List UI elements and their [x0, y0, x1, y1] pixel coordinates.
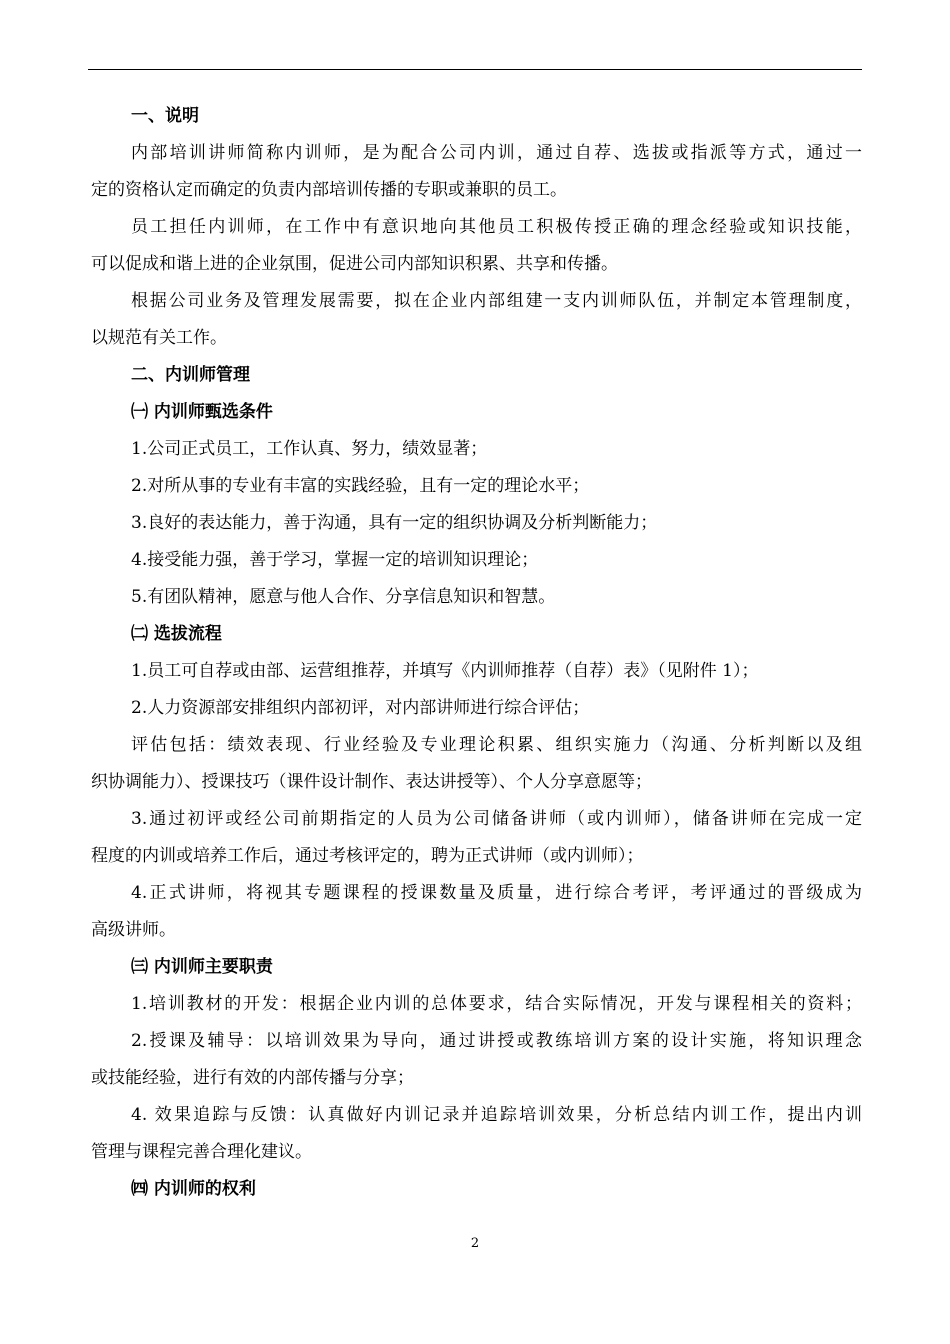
- section-heading: ㈡ 选拔流程: [131, 624, 222, 644]
- paragraph-continuation-line: 程度的内训或培养工作后，通过考核评定的，聘为正式讲师（或内训师）；: [91, 846, 644, 866]
- paragraph-continuation-line: 可以促成和谐上进的企业氛围，促进公司内部知识积累、共享和传播。: [91, 254, 618, 274]
- paragraph-continuation-line: 高级讲师。: [91, 920, 176, 940]
- paragraph-continuation-line: 定的资格认定而确定的负责内部培训传播的专职或兼职的员工。: [91, 180, 567, 200]
- paragraph-line: 根据公司业务及管理发展需要，拟在企业内部组建一支内训师队伍，并制定本管理制度，: [131, 291, 862, 311]
- paragraph-line: 4.接受能力强，善于学习，掌握一定的培训知识理论；: [131, 550, 539, 570]
- section-heading: 二、内训师管理: [131, 365, 250, 385]
- paragraph-line: 员工担任内训师，在工作中有意识地向其他员工积极传授正确的理念经验或知识技能，: [131, 217, 862, 237]
- paragraph-line: 3.良好的表达能力，善于沟通，具有一定的组织协调及分析判断能力；: [131, 513, 658, 533]
- paragraph-line: 5.有团队精神，愿意与他人合作、分享信息知识和智慧。: [131, 587, 556, 607]
- section-heading: ㈢ 内训师主要职责: [131, 957, 273, 977]
- paragraph-line: 2.对所从事的专业有丰富的实践经验，且有一定的理论水平；: [131, 476, 590, 496]
- paragraph-continuation-line: 以规范有关工作。: [91, 328, 227, 348]
- paragraph-line: 内部培训讲师简称内训师，是为配合公司内训，通过自荐、选拔或指派等方式，通过一: [131, 143, 862, 163]
- paragraph-line: 评估包括：绩效表现、行业经验及专业理论积累、组织实施力（沟通、分析判断以及组: [131, 735, 862, 755]
- paragraph-line: 1.培训教材的开发：根据企业内训的总体要求，结合实际情况，开发与课程相关的资料；: [131, 994, 862, 1014]
- page-number: 2: [470, 1236, 480, 1251]
- paragraph-line: 4. 效果追踪与反馈：认真做好内训记录并追踪培训效果，分析总结内训工作，提出内训: [131, 1105, 862, 1125]
- paragraph-line: 2.人力资源部安排组织内部初评，对内部讲师进行综合评估；: [131, 698, 590, 718]
- paragraph-line: 2.授课及辅导：以培训效果为导向，通过讲授或教练培训方案的设计实施，将知识理念: [131, 1031, 862, 1051]
- section-heading: 一、说明: [131, 106, 199, 126]
- paragraph-line: 1.员工可自荐或由部、运营组推荐，并填写《内训师推荐（自荐）表》（见附件 1）；: [131, 661, 759, 681]
- paragraph-line: 3.通过初评或经公司前期指定的人员为公司储备讲师（或内训师），储备讲师在完成一定: [131, 809, 862, 829]
- document-body: [91, 98, 862, 1208]
- header-rule: [88, 69, 862, 70]
- paragraph-line: 4.正式讲师，将视其专题课程的授课数量及质量，进行综合考评，考评通过的晋级成为: [131, 883, 862, 903]
- paragraph-continuation-line: 或技能经验，进行有效的内部传播与分享；: [91, 1068, 414, 1088]
- paragraph-continuation-line: 管理与课程完善合理化建议。: [91, 1142, 312, 1162]
- section-heading: ㈣ 内训师的权利: [131, 1179, 256, 1199]
- paragraph-continuation-line: 织协调能力）、授课技巧（课件设计制作、表达讲授等）、个人分享意愿等；: [91, 772, 652, 792]
- section-heading: ㈠ 内训师甄选条件: [131, 402, 273, 422]
- paragraph-line: 1.公司正式员工，工作认真、努力，绩效显著；: [131, 439, 488, 459]
